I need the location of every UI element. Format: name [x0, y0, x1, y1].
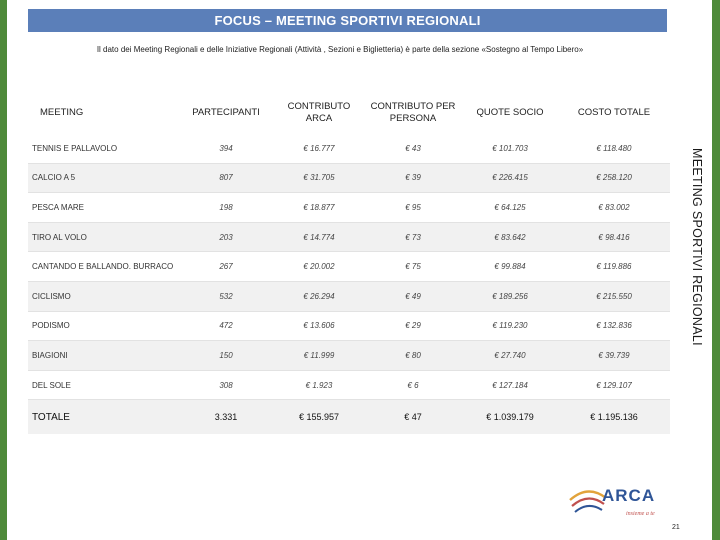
value-cell: 198	[178, 193, 274, 223]
value-cell: € 83.002	[558, 193, 670, 223]
value-cell: 3.331	[178, 400, 274, 435]
col-header-costo-totale: COSTO TOTALE	[577, 107, 651, 118]
value-cell: 308	[178, 370, 274, 400]
table-row	[28, 193, 670, 223]
col-header-quote-socio: QUOTE SOCIO	[476, 107, 544, 118]
value-cell: € 155.957	[274, 400, 364, 435]
value-cell: 472	[178, 311, 274, 341]
value-cell: € 98.416	[558, 222, 670, 252]
value-cell: € 83.642	[462, 222, 558, 252]
meeting-table	[28, 92, 670, 434]
value-cell: € 95	[364, 193, 462, 223]
logo-wordmark: ARCA	[602, 486, 656, 505]
value-cell: € 80	[364, 341, 462, 371]
meeting-name-cell: TENNIS E PALLAVOLO	[28, 134, 178, 163]
meeting-name-cell: TIRO AL VOLO	[28, 222, 178, 252]
page-subtitle: Il dato dei Meeting Regionali e delle Iniziative Regionali (Attività , Sezioni e Biglietteria) è parte della sezione «Sostegno al Tempo Libero»	[96, 45, 584, 54]
logo-tagline: insieme a te	[626, 511, 655, 517]
value-cell: € 26.294	[274, 281, 364, 311]
page-number: 21	[672, 524, 680, 531]
value-cell: € 127.184	[462, 370, 558, 400]
value-cell: € 64.125	[462, 193, 558, 223]
value-cell: € 31.705	[274, 163, 364, 193]
value-cell: € 18.877	[274, 193, 364, 223]
meeting-name-cell: CALCIO A 5	[28, 163, 178, 193]
col-header-contributo-persona: CONTRIBUTO PER PERSONA	[370, 101, 456, 124]
meeting-name-cell: CICLISMO	[28, 281, 178, 311]
value-cell: € 16.777	[274, 134, 364, 163]
table-row	[28, 222, 670, 252]
value-cell: € 27.740	[462, 341, 558, 371]
value-cell: 807	[178, 163, 274, 193]
value-cell: € 11.999	[274, 341, 364, 371]
value-cell: € 43	[364, 134, 462, 163]
page-title: FOCUS – MEETING SPORTIVI REGIONALI	[28, 9, 667, 32]
col-header-partecipanti: PARTECIPANTI	[192, 107, 260, 118]
value-cell: € 101.703	[462, 134, 558, 163]
value-cell: € 6	[364, 370, 462, 400]
value-cell: € 14.774	[274, 222, 364, 252]
col-header-meeting: MEETING	[40, 107, 84, 118]
right-accent-stripe	[712, 0, 720, 540]
table-row	[28, 134, 670, 163]
value-cell: € 119.230	[462, 311, 558, 341]
meeting-name-cell: BIAGIONI	[28, 341, 178, 371]
side-vertical-title: MEETING SPORTIVI REGIONALI	[690, 148, 704, 346]
value-cell: € 119.886	[558, 252, 670, 282]
table-total-row	[28, 400, 670, 435]
table-row	[28, 281, 670, 311]
value-cell: € 99.884	[462, 252, 558, 282]
value-cell: € 39	[364, 163, 462, 193]
left-accent-stripe	[0, 0, 7, 540]
value-cell: 150	[178, 341, 274, 371]
value-cell: € 189.256	[462, 281, 558, 311]
value-cell: € 73	[364, 222, 462, 252]
meeting-name-cell: PODISMO	[28, 311, 178, 341]
value-cell: € 75	[364, 252, 462, 282]
value-cell: € 1.195.136	[558, 400, 670, 435]
value-cell: € 118.480	[558, 134, 670, 163]
value-cell: € 1.923	[274, 370, 364, 400]
col-header-contributo-arca: CONTRIBUTO ARCA	[287, 101, 351, 124]
meeting-name-cell: TOTALE	[28, 400, 178, 435]
table-row	[28, 341, 670, 371]
value-cell: € 29	[364, 311, 462, 341]
table-row	[28, 311, 670, 341]
meeting-name-cell: PESCA MARE	[28, 193, 178, 223]
value-cell: € 13.606	[274, 311, 364, 341]
value-cell: 394	[178, 134, 274, 163]
value-cell: 203	[178, 222, 274, 252]
value-cell: € 1.039.179	[462, 400, 558, 435]
meeting-name-cell: DEL SOLE	[28, 370, 178, 400]
value-cell: € 226.415	[462, 163, 558, 193]
table-row	[28, 370, 670, 400]
value-cell: € 129.107	[558, 370, 670, 400]
value-cell: 267	[178, 252, 274, 282]
table-row	[28, 163, 670, 193]
table-row	[28, 252, 670, 282]
value-cell: 532	[178, 281, 274, 311]
value-cell: € 39.739	[558, 341, 670, 371]
value-cell: € 47	[364, 400, 462, 435]
value-cell: € 49	[364, 281, 462, 311]
value-cell: € 20.002	[274, 252, 364, 282]
value-cell: € 132.836	[558, 311, 670, 341]
meeting-name-cell: CANTANDO E BALLANDO. BURRACO	[28, 252, 178, 282]
value-cell: € 258.120	[558, 163, 670, 193]
value-cell: € 215.550	[558, 281, 670, 311]
table-header-row	[28, 92, 670, 134]
